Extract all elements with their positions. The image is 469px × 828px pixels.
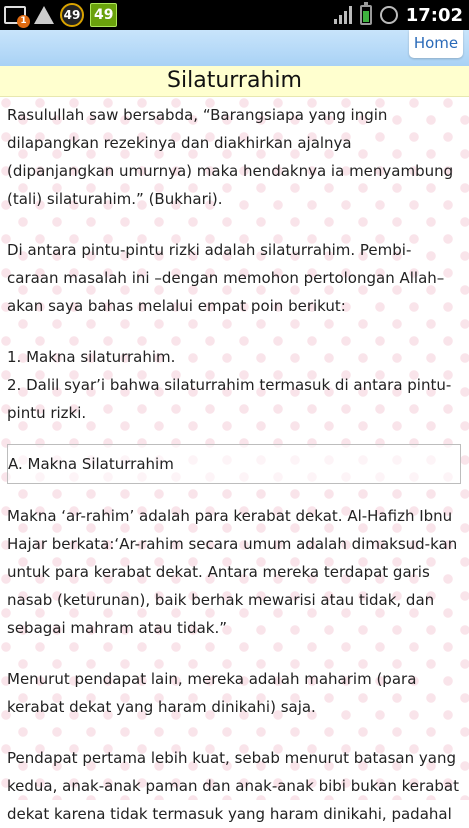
clock: 17:02 [405,4,463,26]
usb-badge-count: 1 [17,15,30,28]
article-paragraph: Di antara pintu-pintu rizki adalah silaturrahim. Pembi-caraan masalah ini –dengan memohon pertolongan Allah– akan saya bahas melalui empat poin berikut: [7,241,445,315]
section-heading: A. Makna Silaturrahim [7,444,461,484]
article-content[interactable] [0,97,469,823]
home-button[interactable]: Home [409,30,463,58]
usb-debug-icon [4,4,28,26]
page-title: Silaturrahim [0,66,469,97]
article-paragraph: Menurut pendapat lain, mereka adalah maharim (para kerabat dekat yang haram dinikahi) saja. [7,670,417,716]
warning-icon [34,6,54,24]
article-list-item: 2. Dalil syar’i bahwa silaturrahim termasuk di antara pintu-pintu rizki. [7,376,452,422]
article-list-item: 1. Makna silaturrahim. [7,348,176,366]
article-paragraph: Makna ‘ar-rahim’ adalah para kerabat dekat. Al-Hafizh Ibnu Hajar berkata:‘Ar-rahim secara umum adalah dimaksud-kan untuk para kerabat dekat. Antara mereka terdapat garis nasab (keturunan), baik berhak mewarisi atau tidak, dan sebagai mahram atau tidak.” [7,507,458,637]
signal-icon [334,6,352,24]
status-bar [0,0,469,30]
article-paragraph: Rasulullah saw bersabda, “Barangsiapa yang ingin dilapangkan rezekinya dan diakhirkan ajalnya (dipanjangkan umurnya) maka hendaknya ia menyambung (tali) silaturahim.” (Bukhari). [7,106,454,208]
header-bar [0,30,469,66]
article-paragraph: Pendapat pertama lebih kuat, sebab menurut batasan yang kedua, anak-anak paman dan anak-anak bibi bukan kerabat dekat karena tidak termasuk yang haram dinikahi, padahal [7,749,459,823]
notification-circle-badge: 49 [60,3,84,27]
notification-green-badge: 49 [90,3,117,27]
alarm-icon [380,6,398,24]
battery-icon [360,5,372,25]
